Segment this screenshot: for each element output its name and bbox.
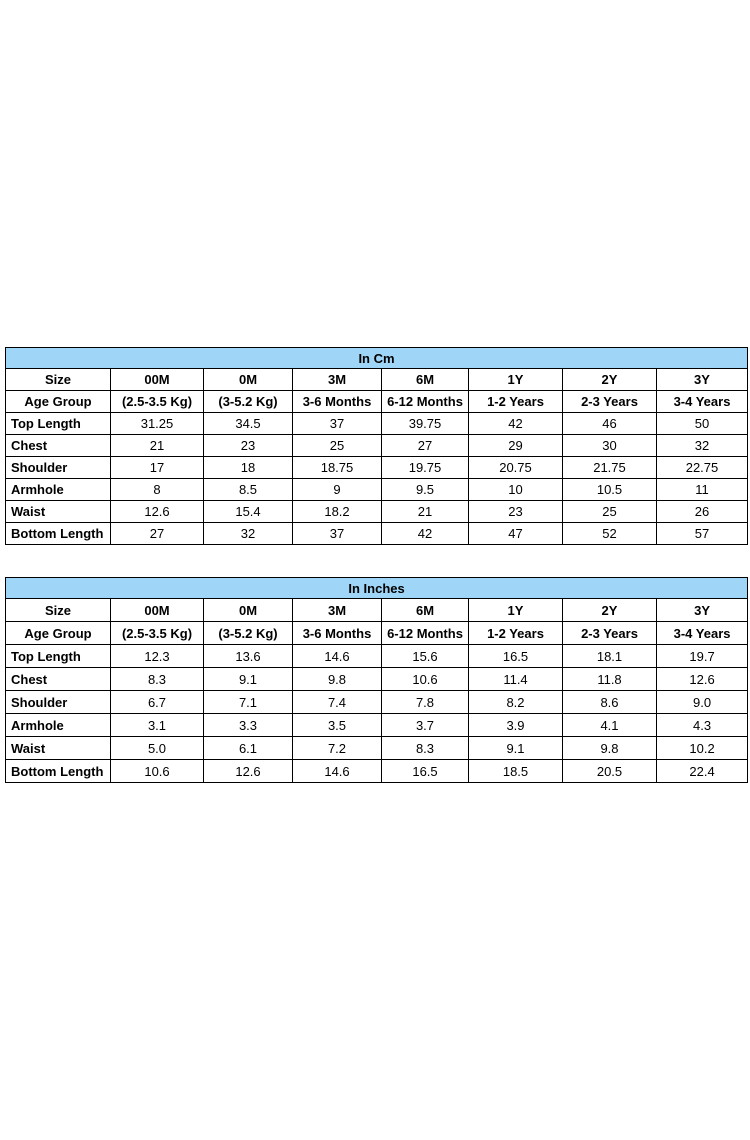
row-label: Size <box>6 599 111 622</box>
measurement-value: 10.6 <box>382 668 469 691</box>
measurement-value: 8.2 <box>469 691 563 714</box>
measurement-value: 23 <box>469 501 563 523</box>
measurement-value: 9.5 <box>382 479 469 501</box>
size-header-row <box>6 369 748 391</box>
measurement-value: 3.7 <box>382 714 469 737</box>
header-cell: 00M <box>111 599 204 622</box>
measurement-value: 15.6 <box>382 645 469 668</box>
measurement-value: 21.75 <box>563 457 657 479</box>
measurement-value: 9.0 <box>657 691 748 714</box>
measurement-value: 9 <box>293 479 382 501</box>
measurement-value: 5.0 <box>111 737 204 760</box>
measurement-value: 47 <box>469 523 563 545</box>
header-cell: 1-2 Years <box>469 622 563 645</box>
table-title: In Cm <box>6 348 748 369</box>
header-cell: 6-12 Months <box>382 622 469 645</box>
measurement-value: 10.2 <box>657 737 748 760</box>
measurement-value: 12.3 <box>111 645 204 668</box>
measurement-value: 31.25 <box>111 413 204 435</box>
measurement-value: 4.3 <box>657 714 748 737</box>
header-cell: 1Y <box>469 599 563 622</box>
table-row <box>6 479 748 501</box>
row-label: Size <box>6 369 111 391</box>
measurement-label: Waist <box>6 501 111 523</box>
table-row <box>6 714 748 737</box>
age-group-header-row <box>6 391 748 413</box>
measurement-value: 11 <box>657 479 748 501</box>
measurement-value: 25 <box>293 435 382 457</box>
measurement-value: 22.4 <box>657 760 748 783</box>
measurement-label: Shoulder <box>6 457 111 479</box>
measurement-value: 18.75 <box>293 457 382 479</box>
measurement-value: 18.2 <box>293 501 382 523</box>
header-cell: 00M <box>111 369 204 391</box>
measurement-value: 16.5 <box>382 760 469 783</box>
table-row <box>6 645 748 668</box>
measurement-value: 18.1 <box>563 645 657 668</box>
measurement-value: 8.6 <box>563 691 657 714</box>
header-cell: 2Y <box>563 369 657 391</box>
measurement-value: 7.4 <box>293 691 382 714</box>
measurement-label: Armhole <box>6 479 111 501</box>
measurement-value: 6.1 <box>204 737 293 760</box>
table-row <box>6 523 748 545</box>
size-header-row <box>6 599 748 622</box>
measurement-value: 3.3 <box>204 714 293 737</box>
header-cell: 3M <box>293 599 382 622</box>
measurement-value: 9.8 <box>293 668 382 691</box>
measurement-value: 50 <box>657 413 748 435</box>
measurement-value: 8 <box>111 479 204 501</box>
header-cell: 3-6 Months <box>293 622 382 645</box>
measurement-value: 21 <box>111 435 204 457</box>
measurement-value: 17 <box>111 457 204 479</box>
header-cell: 3Y <box>657 369 748 391</box>
measurement-value: 3.9 <box>469 714 563 737</box>
measurement-label: Armhole <box>6 714 111 737</box>
header-cell: 1Y <box>469 369 563 391</box>
measurement-value: 18 <box>204 457 293 479</box>
measurement-label: Chest <box>6 435 111 457</box>
measurement-label: Bottom Length <box>6 523 111 545</box>
header-cell: (2.5-3.5 Kg) <box>111 622 204 645</box>
header-cell: (3-5.2 Kg) <box>204 622 293 645</box>
measurement-value: 8.3 <box>111 668 204 691</box>
measurement-value: 6.7 <box>111 691 204 714</box>
measurement-value: 11.8 <box>563 668 657 691</box>
measurement-value: 37 <box>293 413 382 435</box>
measurement-label: Top Length <box>6 413 111 435</box>
header-cell: (3-5.2 Kg) <box>204 391 293 413</box>
measurement-value: 4.1 <box>563 714 657 737</box>
header-cell: 1-2 Years <box>469 391 563 413</box>
measurement-value: 7.8 <box>382 691 469 714</box>
measurement-value: 10.5 <box>563 479 657 501</box>
measurement-label: Bottom Length <box>6 760 111 783</box>
measurement-value: 3.1 <box>111 714 204 737</box>
measurement-value: 12.6 <box>657 668 748 691</box>
header-cell: 3-6 Months <box>293 391 382 413</box>
header-cell: 0M <box>204 369 293 391</box>
measurement-value: 42 <box>469 413 563 435</box>
measurement-value: 22.75 <box>657 457 748 479</box>
table-row <box>6 413 748 435</box>
measurement-label: Chest <box>6 668 111 691</box>
measurement-value: 9.8 <box>563 737 657 760</box>
table-row <box>6 668 748 691</box>
measurement-label: Shoulder <box>6 691 111 714</box>
measurement-value: 16.5 <box>469 645 563 668</box>
table-title-row <box>6 578 748 599</box>
age-group-header-row <box>6 622 748 645</box>
measurement-value: 9.1 <box>469 737 563 760</box>
measurement-value: 8.3 <box>382 737 469 760</box>
measurement-value: 18.5 <box>469 760 563 783</box>
table-row <box>6 457 748 479</box>
measurement-value: 11.4 <box>469 668 563 691</box>
measurement-value: 7.2 <box>293 737 382 760</box>
measurement-value: 19.7 <box>657 645 748 668</box>
header-cell: 6M <box>382 369 469 391</box>
measurement-value: 10 <box>469 479 563 501</box>
measurement-value: 27 <box>111 523 204 545</box>
measurement-value: 32 <box>657 435 748 457</box>
header-cell: 2-3 Years <box>563 391 657 413</box>
measurement-value: 30 <box>563 435 657 457</box>
header-cell: 6-12 Months <box>382 391 469 413</box>
measurement-value: 27 <box>382 435 469 457</box>
row-label: Age Group <box>6 622 111 645</box>
measurement-value: 10.6 <box>111 760 204 783</box>
table-title-row <box>6 348 748 369</box>
header-cell: 2-3 Years <box>563 622 657 645</box>
measurement-value: 15.4 <box>204 501 293 523</box>
measurement-value: 12.6 <box>111 501 204 523</box>
measurement-value: 19.75 <box>382 457 469 479</box>
table-title: In Inches <box>6 578 748 599</box>
measurement-value: 52 <box>563 523 657 545</box>
measurement-value: 29 <box>469 435 563 457</box>
measurement-value: 20.75 <box>469 457 563 479</box>
measurement-value: 8.5 <box>204 479 293 501</box>
measurement-value: 14.6 <box>293 760 382 783</box>
header-cell: 3Y <box>657 599 748 622</box>
measurement-value: 42 <box>382 523 469 545</box>
measurement-value: 3.5 <box>293 714 382 737</box>
measurement-value: 12.6 <box>204 760 293 783</box>
table-row <box>6 760 748 783</box>
measurement-value: 13.6 <box>204 645 293 668</box>
measurement-value: 26 <box>657 501 748 523</box>
measurement-value: 32 <box>204 523 293 545</box>
table-row <box>6 501 748 523</box>
measurement-value: 46 <box>563 413 657 435</box>
header-cell: 0M <box>204 599 293 622</box>
row-label: Age Group <box>6 391 111 413</box>
measurement-value: 37 <box>293 523 382 545</box>
measurement-value: 14.6 <box>293 645 382 668</box>
header-cell: 3-4 Years <box>657 391 748 413</box>
header-cell: 3-4 Years <box>657 622 748 645</box>
measurement-value: 57 <box>657 523 748 545</box>
measurement-value: 34.5 <box>204 413 293 435</box>
measurement-value: 21 <box>382 501 469 523</box>
measurement-value: 39.75 <box>382 413 469 435</box>
measurement-value: 9.1 <box>204 668 293 691</box>
size-chart-inches-table <box>5 577 748 783</box>
size-chart-cm-table <box>5 347 748 545</box>
table-row <box>6 737 748 760</box>
measurement-value: 23 <box>204 435 293 457</box>
measurement-value: 7.1 <box>204 691 293 714</box>
measurement-label: Top Length <box>6 645 111 668</box>
measurement-value: 20.5 <box>563 760 657 783</box>
measurement-value: 25 <box>563 501 657 523</box>
header-cell: 2Y <box>563 599 657 622</box>
header-cell: 3M <box>293 369 382 391</box>
table-row <box>6 435 748 457</box>
header-cell: 6M <box>382 599 469 622</box>
header-cell: (2.5-3.5 Kg) <box>111 391 204 413</box>
measurement-label: Waist <box>6 737 111 760</box>
table-row <box>6 691 748 714</box>
